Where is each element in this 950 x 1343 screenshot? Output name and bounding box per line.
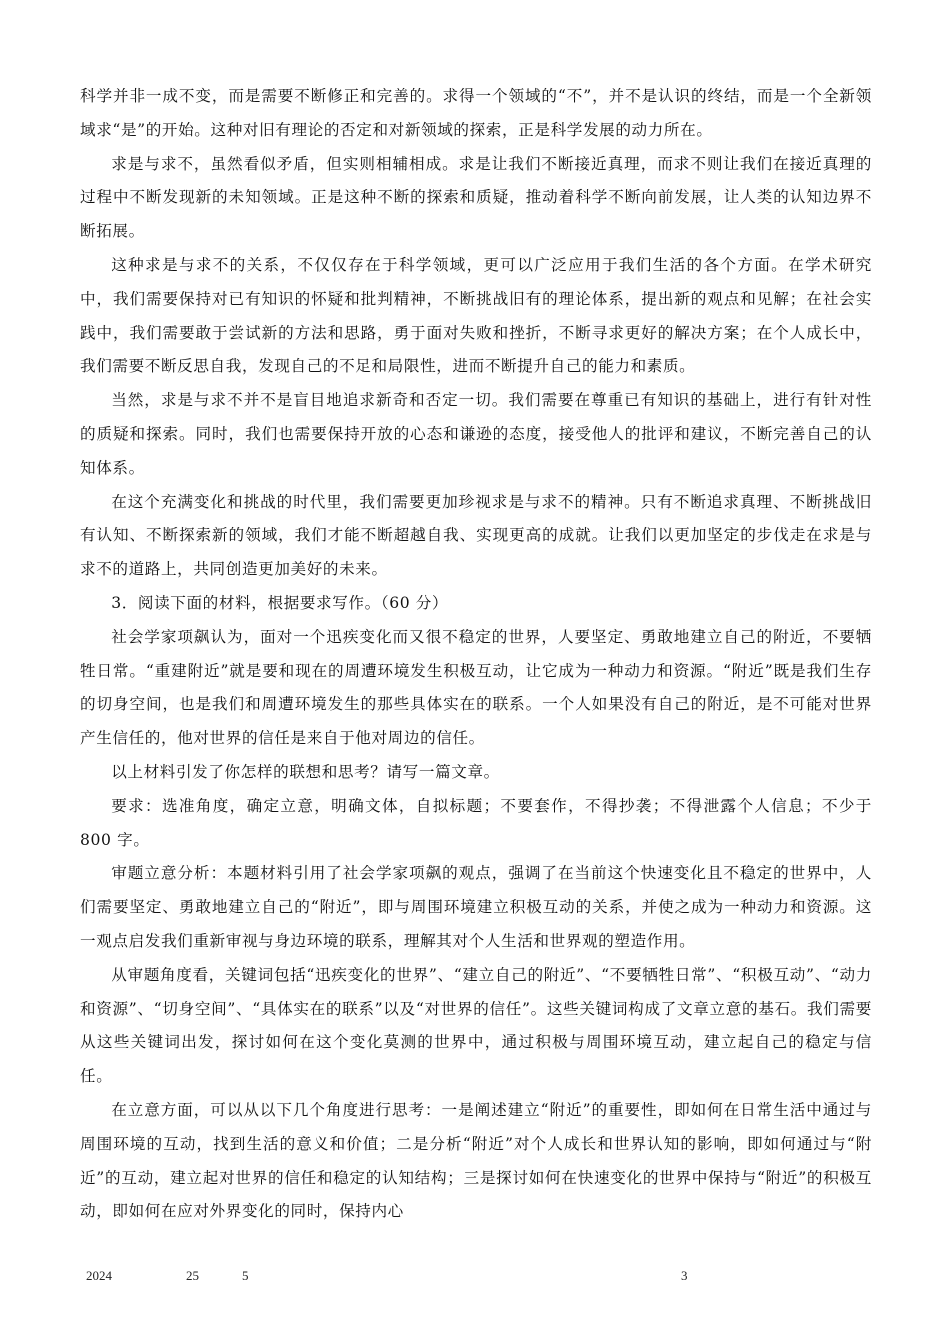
analysis-paragraph-1: 审题立意分析：本题材料引用了社会学家项飙的观点，强调了在当前这个快速变化且不稳定的世界中，人们需要坚定、勇敢地建立自己的“附近”，即与周围环境建立积极互动的关系，并使之成为一种动力和资源。这一观点启发我们重新审视与身边环境的联系，理解其对个人生活和世界观的塑造作用。 xyxy=(80,864,872,950)
requirements-paragraph: 要求：选准角度，确定立意，明确文体，自拟标题；不要套作，不得抄袭；不得泄露个人信息；不少于 800 字。 xyxy=(80,796,872,849)
analysis-paragraph-2: 从审题角度看，关键词包括“迅疾变化的世界”、“建立自己的附近”、“不要牺牲日常”、“积极互动”、“动力和资源”、“切身空间”、“具体实在的联系”以及“对世界的信任”。这些关键词构成了文章立意的基石。我们需要从这些关键词出发，探讨如何在这个变化莫测的世界中，通过积极与周围环境互动，建立起自己的稳定与信任。 xyxy=(80,965,872,1086)
paragraph-1: 科学并非一成不变，而是需要不断修正和完善的。求得一个领域的“不”，并不是认识的终结，而是一个全新领域求“是”的开始。这种对旧有理论的否定和对新领域的探索，正是科学发展的动力所在。 xyxy=(80,87,872,139)
paragraph-4: 当然，求是与求不并不是盲目地追求新奇和否定一切。我们需要在尊重已有知识的基础上，进行有针对性的质疑和探索。同时，我们也需要保持开放的心态和谦逊的态度，接受他人的批评和建议，不断完善自己的认知体系。 xyxy=(80,391,872,477)
prompt-paragraph: 以上材料引发了你怎样的联想和思考？请写一篇文章。 xyxy=(111,762,500,781)
paragraph-2: 求是与求不，虽然看似矛盾，但实则相辅相成。求是让我们不断接近真理，而求不则让我们在接近真理的过程中不断发现新的未知领域。正是这种不断的探索和质疑，推动着科学不断向前发展，让人类的认知边界不断拓展。 xyxy=(80,154,872,241)
question-heading: 3．阅读下面的材料，根据要求写作。（60 分） xyxy=(111,593,449,612)
page-footer xyxy=(80,1268,872,1292)
analysis-paragraph-3: 在立意方面，可以从以下几个角度进行思考：一是阐述建立“附近”的重要性，即如何在日常生活中通过与周围环境的互动，找到生活的意义和价值；二是分析“附近”对个人成长和世界认知的影响，即如何通过与“附近”的互动，建立起对世界的信任和稳定的认知结构；三是探讨如何在快速变化的世界中保持与“附近”的积极互动，即如何在应对外界变化的同时，保持内心 xyxy=(80,1100,872,1221)
footer-year: 2024 xyxy=(86,1268,112,1283)
footer-month: 5 xyxy=(242,1268,249,1283)
footer-day: 25 xyxy=(186,1268,199,1283)
page-number: 3 xyxy=(681,1268,688,1283)
document-body xyxy=(80,80,872,1229)
paragraph-3: 这种求是与求不的关系，不仅仅存在于科学领域，更可以广泛应用于我们生活的各个方面。在学术研究中，我们需要保持对已有知识的怀疑和批判精神，不断挑战旧有的理论体系，提出新的观点和见解；在社会实践中，我们需要敢于尝试新的方法和思路，勇于面对失败和挫折，不断寻求更好的解决方案；在个人成长中，我们需要不断反思自我，发现自己的不足和局限性，进而不断提升自己的能力和素质。 xyxy=(80,255,872,376)
paragraph-5: 在这个充满变化和挑战的时代里，我们需要更加珍视求是与求不的精神。只有不断追求真理、不断挑战旧有认知、不断探索新的领域，我们才能不断超越自我、实现更高的成就。让我们以更加坚定的步伐走在求是与求不的道路上，共同创造更加美好的未来。 xyxy=(80,492,872,579)
material-paragraph: 社会学家项飙认为，面对一个迅疾变化而又很不稳定的世界，人要坚定、勇敢地建立自己的附近，不要牺牲日常。“重建附近”就是要和现在的周遭环境发生积极互动，让它成为一种动力和资源。“附近”既是我们生存的切身空间，也是我们和周遭环境发生的那些具体实在的联系。一个人如果没有自己的附近，是不可能对世界产生信任的，他对世界的信任是来自于他对周边的信任。 xyxy=(80,627,872,748)
